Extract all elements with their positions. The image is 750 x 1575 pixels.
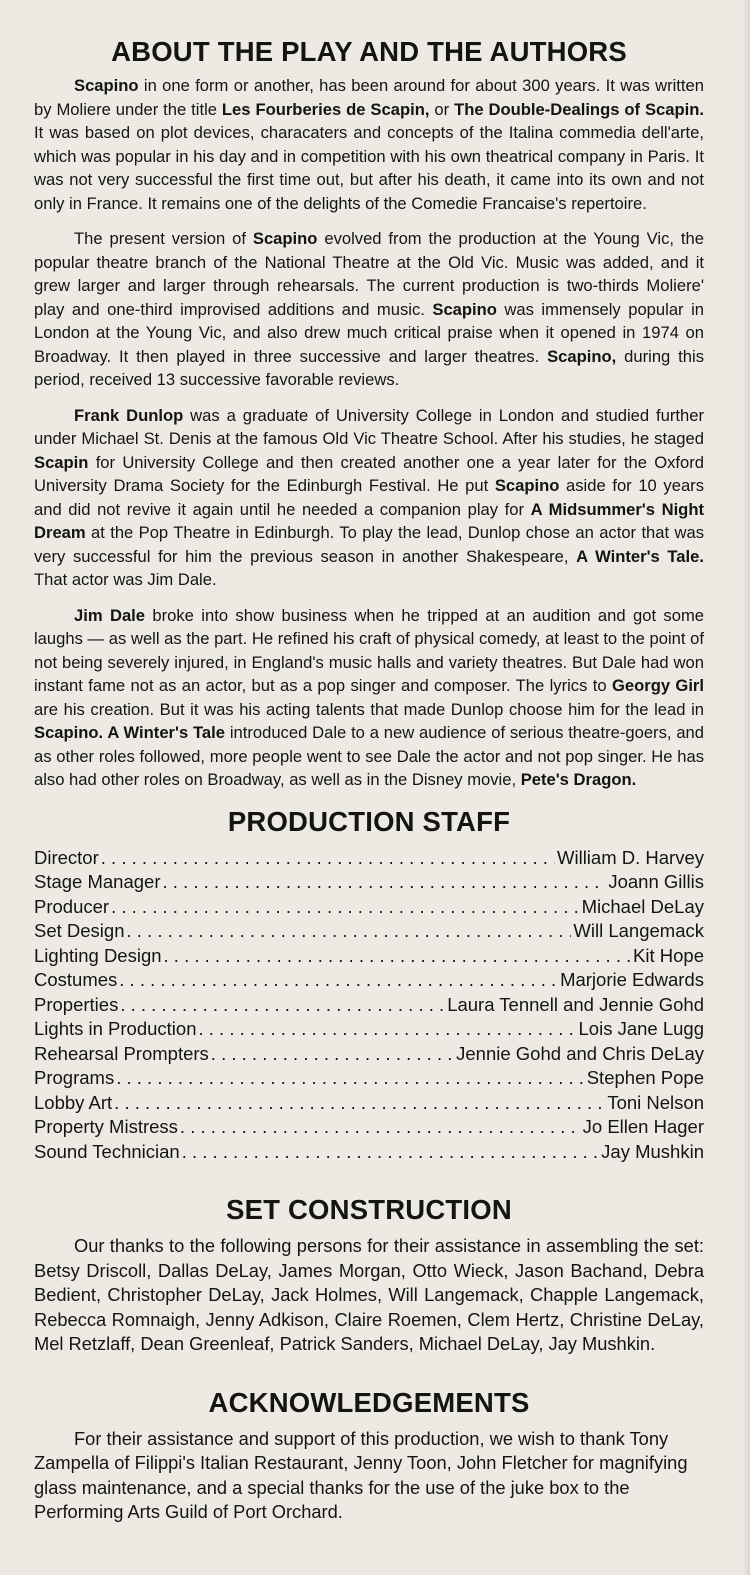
production-staff-heading: PRODUCTION STAFF bbox=[227, 805, 511, 837]
staff-row bbox=[34, 1066, 704, 1091]
page-edge-shadow bbox=[744, 0, 750, 1575]
staff-row bbox=[34, 1091, 704, 1116]
staff-name: Laura Tennell and Jennie Gohd bbox=[447, 993, 704, 1015]
acknowledgements-section bbox=[34, 1385, 704, 1525]
leader-dots bbox=[182, 1140, 599, 1165]
staff-row bbox=[34, 846, 704, 871]
staff-role: Property Mistress bbox=[34, 1116, 178, 1137]
leader-dots bbox=[199, 1017, 577, 1042]
staff-name: Will Langemack bbox=[573, 920, 704, 941]
acknowledgements-text: For their assistance and support of this production, we wish to thank Tony Zampella of Filippi's Italian Restaurant, Jenny Toon, John Fletcher for magnifying glass maintenance, and a special thanks for the use of the juke box to the Performing Arts Guild of Port Orchard. bbox=[34, 1427, 688, 1522]
staff-name: Jay Mushkin bbox=[601, 1140, 704, 1162]
leader-dots bbox=[164, 944, 632, 969]
staff-row bbox=[34, 1140, 704, 1165]
set-construction-heading: SET CONSTRUCTION bbox=[226, 1194, 512, 1225]
staff-name: Marjorie Edwards bbox=[560, 969, 704, 990]
staff-row bbox=[34, 993, 704, 1018]
staff-name: William D. Harvey bbox=[557, 846, 704, 868]
leader-dots bbox=[211, 1042, 454, 1067]
staff-name: Lois Jane Lugg bbox=[578, 1018, 704, 1039]
acknowledgements-heading: ACKNOWLEDGEMENTS bbox=[208, 1386, 530, 1418]
staff-name: Stephen Pope bbox=[586, 1067, 704, 1088]
staff-row bbox=[34, 968, 704, 993]
staff-role: Sound Technician bbox=[34, 1140, 180, 1162]
staff-name: Toni Nelson bbox=[607, 1091, 704, 1113]
staff-row bbox=[34, 1042, 704, 1067]
staff-row bbox=[34, 1115, 704, 1140]
leader-dots bbox=[111, 895, 580, 920]
leader-dots bbox=[163, 870, 607, 895]
staff-role: Producer bbox=[34, 895, 110, 917]
staff-role: Stage Manager bbox=[34, 871, 161, 892]
staff-row bbox=[34, 895, 704, 920]
staff-role: Lights in Production bbox=[34, 1018, 197, 1039]
staff-list bbox=[34, 846, 704, 1165]
about-paragraph-1: Scapino in one form or another, has been around for about 300 years. It was written by Moliere under the title Les Fourberies de Scapin, or The Double-Dealings of Scapin. It was based on plot devices, characaters and concepts of the Italina commedia dell'arte, which was popular in his day and in competition with his own theatrical company in Paris. It was not very successful the first time out, but after his death, it came into its own and not only in France. It remains one of the delights of the Comedie Francaise's repertoire. bbox=[34, 76, 704, 213]
staff-name: Michael DeLay bbox=[581, 895, 704, 917]
about-section bbox=[34, 34, 704, 792]
staff-role: Programs bbox=[34, 1067, 115, 1088]
set-construction-text: Our thanks to the following persons for their assistance in assembling the set: Betsy Driscoll, Dallas DeLay, James Morgan, Otto Wieck, Jason Bachand, Debra Bedient, Christopher DeLay, Jack Holmes, Will Langemack, Chapple Langemack, Rebecca Romnaigh, Jenny Adkison, Claire Roemen, Clem Hertz, Christine DeLay, Mel Retzlaff, Dean Greenleaf, Patrick Sanders, Michael DeLay, Jay Mushkin. bbox=[34, 1235, 704, 1354]
leader-dots bbox=[120, 993, 445, 1018]
staff-row bbox=[34, 870, 704, 895]
about-heading: ABOUT THE PLAY AND THE AUTHORS bbox=[111, 36, 627, 67]
leader-dots bbox=[127, 919, 572, 944]
staff-row bbox=[34, 1017, 704, 1042]
staff-name: Jennie Gohd and Chris DeLay bbox=[456, 1042, 704, 1064]
leader-dots bbox=[119, 968, 558, 993]
staff-name: Jo Ellen Hager bbox=[582, 1116, 704, 1137]
staff-role: Properties bbox=[34, 993, 119, 1015]
leader-dots bbox=[101, 846, 555, 871]
about-paragraph-3: Frank Dunlop was a graduate of University College in London and studied further under Michael St. Denis at the famous Old Vic Theatre School. After his studies, he staged Scapin for University College and then created another one a year later for the Oxford University Drama Society for the Edinburgh Festival. He put Scapino aside for 10 years and did not revive it again until he needed a companion play for A Midsummer's Night Dream at the Pop Theatre in Edinburgh. To play the lead, Dunlop chose an actor that was very successful for him the previous season in another Shakespeare, A Winter's Tale. That actor was Jim Dale. bbox=[34, 405, 704, 589]
staff-row bbox=[34, 919, 704, 944]
staff-role: Lobby Art bbox=[34, 1091, 113, 1113]
about-paragraph-2: The present version of Scapino evolved from the production at the Young Vic, the popular theatre branch of the National Theatre at the Old Vic. Music was added, and it grew larger and larger through rehearsals. The current production is two-thirds Moliere' play and one-third improvised additions and music. Scapino was immensely popular in London at the Young Vic, and also drew much critical praise when it opened in 1974 on Broadway. It then played in three successive and larger theatres. Scapino, during this period, received 13 successive favorable reviews. bbox=[34, 229, 704, 389]
leader-dots bbox=[114, 1091, 605, 1116]
staff-role: Director bbox=[34, 846, 99, 868]
staff-role: Rehearsal Prompters bbox=[34, 1042, 209, 1064]
staff-role: Costumes bbox=[34, 969, 118, 990]
about-paragraph-4: Jim Dale broke into show business when he tripped at an audition and got some laughs — as well as the part. He refined his craft of physical comedy, at least to the point of not being severely injured, in England's music halls and variety theatres. But Dale had won instant fame not as an actor, but as a pop singer and composer. The lyrics to Georgy Girl are his creation. But it was his acting talents that made Dunlop choose him for the lead in Scapino. A Winter's Tale introduced Dale to a new audience of serious theatre-goers, and as other roles followed, more people went to see Dale the actor and not pop singer. He has also had other roles on Broadway, as well as in the Disney movie, Pete's Dragon. bbox=[34, 605, 705, 789]
staff-role: Lighting Design bbox=[34, 944, 162, 966]
production-staff-section bbox=[34, 804, 704, 1165]
staff-name: Kit Hope bbox=[633, 944, 704, 966]
staff-name: Joann Gillis bbox=[608, 871, 704, 892]
staff-row bbox=[34, 944, 704, 969]
set-construction-section bbox=[34, 1192, 704, 1357]
leader-dots bbox=[180, 1115, 581, 1140]
leader-dots bbox=[116, 1066, 585, 1091]
staff-role: Set Design bbox=[34, 920, 125, 941]
